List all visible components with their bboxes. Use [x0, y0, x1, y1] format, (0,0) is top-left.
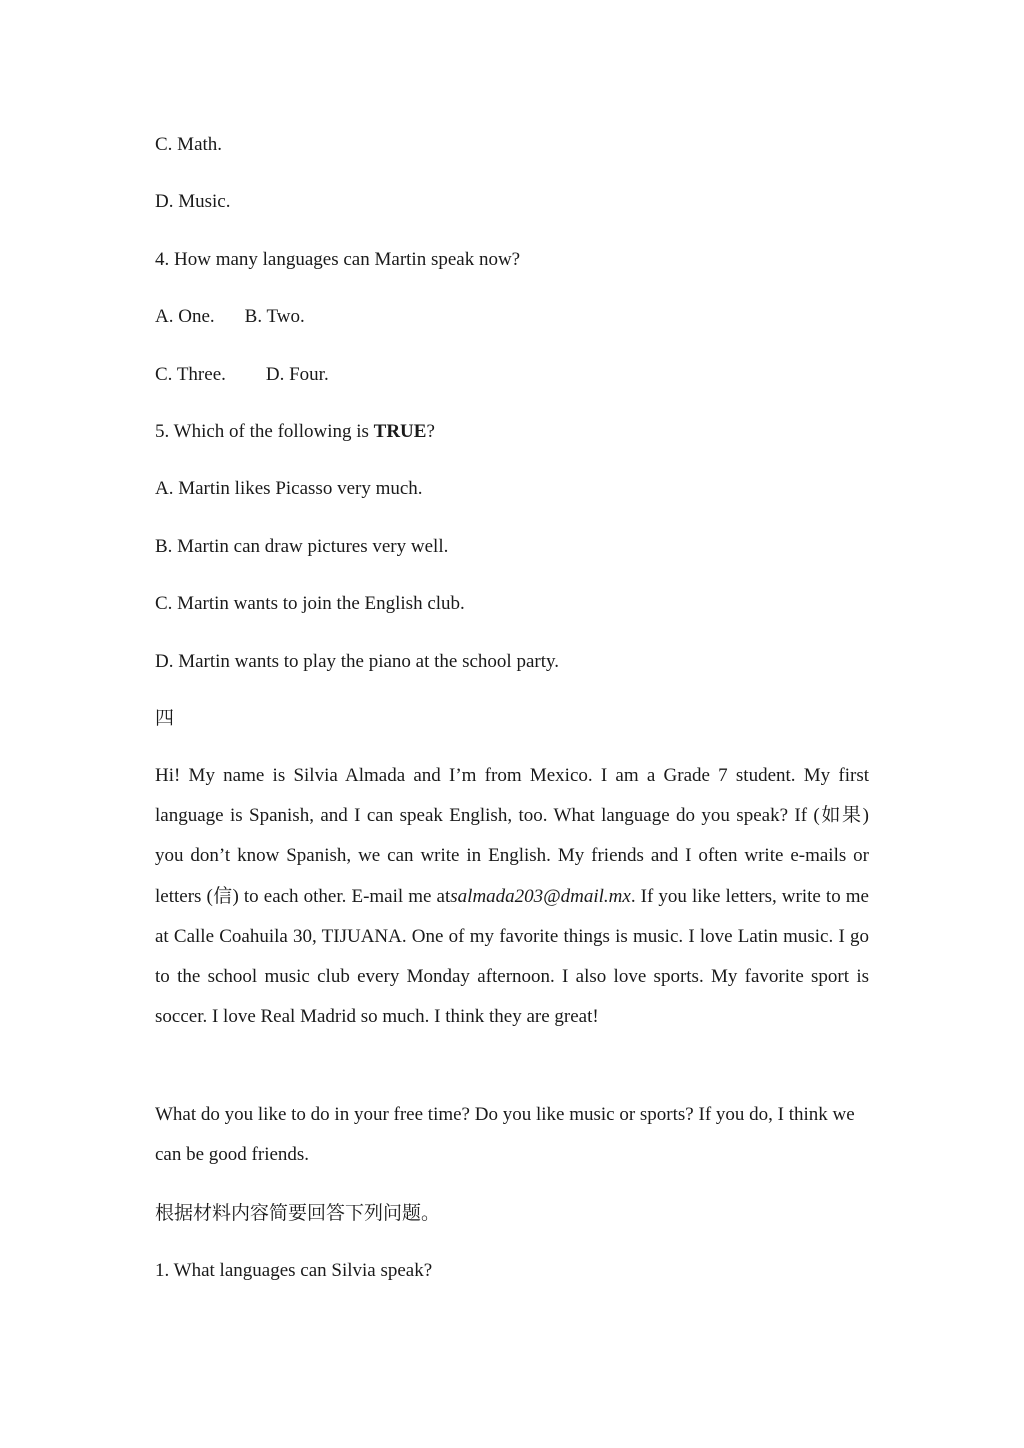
section-heading: 四: [155, 708, 175, 729]
q5-option-a: A. Martin likes Picasso very much.: [155, 478, 423, 499]
q4-option-c: C. Three.: [155, 364, 226, 385]
q5-option-d: D. Martin wants to play the piano at the school party.: [155, 651, 560, 672]
q5-emphasis: TRUE: [373, 421, 427, 442]
instruction: 根据材料内容简要回答下列问题。: [155, 1203, 441, 1224]
q5-question: 5. Which of the following is TRUE?: [155, 421, 435, 442]
question-1: 1. What languages can Silvia speak?: [155, 1260, 433, 1281]
q3-option-c: C. Math.: [155, 134, 223, 155]
q5-option-c: C. Martin wants to join the English club.: [155, 593, 465, 614]
q4-options-cd: [155, 363, 329, 387]
reading-passage: Hi! My name is Silvia Almada and I’m from Mexico. I am a Grade 7 student. My first language is Spanish, and I can speak English, too. What language do you speak? If (如果) you don’t know Spanish, we can write in English. My friends and I often write e-mails or letters (信) to each other. E-mail me atsalmada203@dmail.mx. If you like letters, write to me at Calle Coahuila 30, TIJUANA. One of my favorite things is music. I love Latin music. I go to the school music club every Monday afternoon. I also love sports. My favorite sport is soccer. I love Real Madrid so much. I think they are great!: [155, 765, 869, 1028]
email-address: salmada203@dmail.mx: [450, 885, 631, 907]
q5-option-b: B. Martin can draw pictures very well.: [155, 536, 449, 557]
q4-option-b: B. Two.: [244, 306, 305, 327]
reading-passage-2: What do you like to do in your free time? Do you like music or sports? If you do, I think we can be good friends.: [155, 1104, 855, 1165]
q4-question: 4. How many languages can Martin speak now?: [155, 249, 521, 270]
q3-option-d: D. Music.: [155, 191, 231, 212]
q4-options-ab: [155, 305, 305, 329]
q4-option-d: D. Four.: [265, 364, 329, 385]
q4-option-a: A. One.: [155, 306, 215, 327]
